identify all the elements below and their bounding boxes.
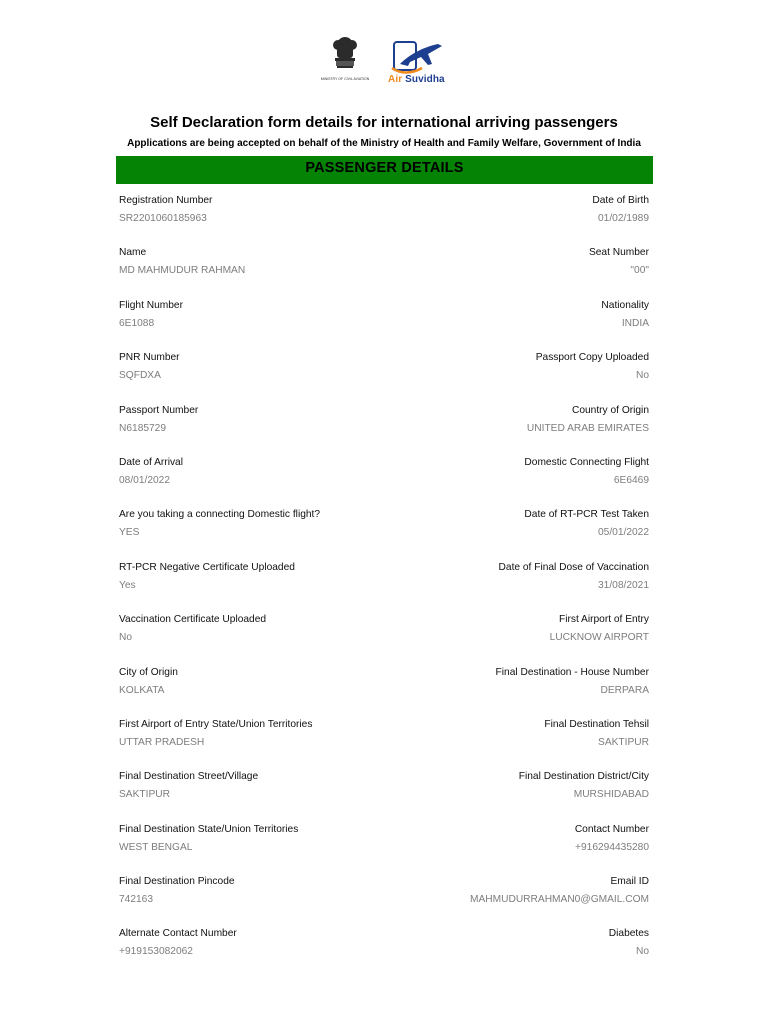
- field-value: UNITED ARAB EMIRATES: [526, 422, 649, 434]
- field-label: Diabetes: [608, 928, 649, 940]
- field-label: Passport Number: [119, 404, 199, 416]
- field-value: No: [635, 946, 649, 958]
- field-row: [119, 452, 649, 504]
- brand-suvidha-text: Suvidha: [405, 74, 445, 85]
- header-logos: [0, 34, 768, 90]
- field-left: [119, 819, 384, 854]
- field-label: Are you taking a connecting Domestic flight?: [119, 509, 321, 521]
- field-left: [119, 347, 384, 382]
- field-value: MD MAHMUDUR RAHMAN: [119, 265, 246, 277]
- field-left: [119, 557, 384, 592]
- field-left: [119, 400, 384, 435]
- field-label: Contact Number: [574, 823, 649, 835]
- field-left: [119, 242, 384, 277]
- field-right: [384, 871, 649, 906]
- field-value: "00": [630, 265, 649, 277]
- field-value: N6185729: [119, 422, 167, 434]
- field-label: Seat Number: [588, 247, 649, 259]
- field-value: MAHMUDURRAHMAN0@GMAIL.COM: [469, 894, 649, 906]
- field-label: Final Destination District/City: [518, 771, 649, 783]
- field-row: [119, 662, 649, 714]
- field-value: 6E1088: [119, 317, 155, 329]
- field-left: [119, 295, 384, 330]
- field-label: Nationality: [601, 299, 649, 311]
- field-row: [119, 347, 649, 399]
- field-label: Date of Birth: [592, 195, 649, 206]
- field-label: Final Destination Tehsil: [544, 718, 649, 730]
- field-row: [119, 923, 649, 975]
- field-left: [119, 609, 384, 644]
- field-row: [119, 295, 649, 347]
- field-right: [384, 400, 649, 435]
- field-value: WEST BENGAL: [119, 841, 193, 853]
- field-label: City of Origin: [119, 666, 178, 678]
- field-value: LUCKNOW AIRPORT: [549, 632, 649, 644]
- field-left: [119, 766, 384, 801]
- field-label: PNR Number: [119, 352, 180, 364]
- field-row: [119, 504, 649, 556]
- field-label: Final Destination Street/Village: [119, 771, 259, 783]
- field-value: 742163: [119, 894, 153, 906]
- field-label: RT-PCR Negative Certificate Uploaded: [119, 561, 295, 573]
- field-left: [119, 452, 384, 487]
- field-row: [119, 190, 649, 242]
- field-right: [384, 557, 649, 592]
- field-label: Domestic Connecting Flight: [524, 456, 649, 468]
- field-right: [384, 609, 649, 644]
- field-row: [119, 609, 649, 661]
- page-title: Self Declaration form details for international arriving passengers: [150, 114, 618, 131]
- field-value: 31/08/2021: [598, 579, 649, 591]
- field-right: [384, 923, 649, 958]
- field-label: First Airport of Entry: [558, 614, 649, 626]
- field-value: INDIA: [621, 317, 649, 329]
- section-banner: PASSENGER DETAILS: [116, 156, 653, 184]
- field-value: +919153082062: [119, 946, 193, 958]
- field-value: DERPARA: [600, 684, 649, 696]
- field-value: SQFDXA: [119, 370, 161, 382]
- field-value: UTTAR PRADESH: [119, 736, 205, 748]
- field-right: [384, 662, 649, 697]
- field-value: MURSHIDABAD: [573, 789, 649, 801]
- field-left: [119, 190, 384, 225]
- field-label: Flight Number: [119, 299, 183, 311]
- field-right: [384, 504, 649, 539]
- ministry-caption: MINISTRY OF CIVIL AVIATION: [320, 77, 370, 81]
- field-right: [384, 766, 649, 801]
- field-label: Registration Number: [119, 195, 213, 206]
- field-right: [384, 242, 649, 277]
- field-value: 08/01/2022: [119, 474, 170, 486]
- field-label: Email ID: [610, 876, 649, 888]
- field-row: [119, 766, 649, 818]
- field-left: [119, 871, 384, 906]
- field-left: [119, 504, 384, 539]
- field-label: Country of Origin: [571, 404, 649, 416]
- brand-air-text: Air: [388, 74, 403, 85]
- field-row: [119, 400, 649, 452]
- field-label: Vaccination Certificate Uploaded: [119, 614, 267, 626]
- field-label: Date of RT-PCR Test Taken: [524, 509, 649, 521]
- field-right: [384, 714, 649, 749]
- field-left: [119, 714, 384, 749]
- field-value: YES: [119, 527, 140, 539]
- field-label: Final Destination - House Number: [495, 666, 649, 678]
- field-left: [119, 662, 384, 697]
- field-label: Alternate Contact Number: [119, 928, 237, 940]
- field-right: [384, 819, 649, 854]
- field-value: 01/02/1989: [598, 213, 649, 224]
- field-value: +916294435280: [575, 841, 649, 853]
- field-label: Final Destination Pincode: [119, 876, 235, 888]
- field-value: SR2201060185963: [119, 213, 207, 224]
- field-row: [119, 557, 649, 609]
- field-label: Final Destination State/Union Territories: [119, 823, 299, 835]
- page-subtitle: Applications are being accepted on behalf of the Ministry of Health and Family Welfare, Government of India: [127, 138, 641, 149]
- field-value: No: [635, 370, 649, 382]
- field-row: [119, 242, 649, 294]
- field-row: [119, 871, 649, 923]
- field-value: SAKTIPUR: [598, 736, 649, 748]
- field-value: No: [119, 632, 133, 644]
- air-suvidha-wordmark: [388, 74, 445, 85]
- field-label: First Airport of Entry State/Union Territories: [119, 718, 313, 730]
- field-label: Passport Copy Uploaded: [535, 352, 649, 364]
- field-row: [119, 714, 649, 766]
- field-right: [384, 295, 649, 330]
- field-value: SAKTIPUR: [119, 789, 170, 801]
- passenger-details-list: [119, 190, 649, 976]
- field-value: 6E6469: [613, 474, 649, 486]
- field-value: KOLKATA: [119, 684, 165, 696]
- field-right: [384, 190, 649, 225]
- field-left: [119, 923, 384, 958]
- field-value: 05/01/2022: [598, 527, 649, 539]
- field-value: Yes: [119, 579, 136, 591]
- field-right: [384, 452, 649, 487]
- field-label: Date of Arrival: [119, 456, 183, 468]
- field-right: [384, 347, 649, 382]
- field-label: Name: [119, 247, 147, 259]
- field-row: [119, 819, 649, 871]
- field-label: Date of Final Dose of Vaccination: [498, 561, 649, 573]
